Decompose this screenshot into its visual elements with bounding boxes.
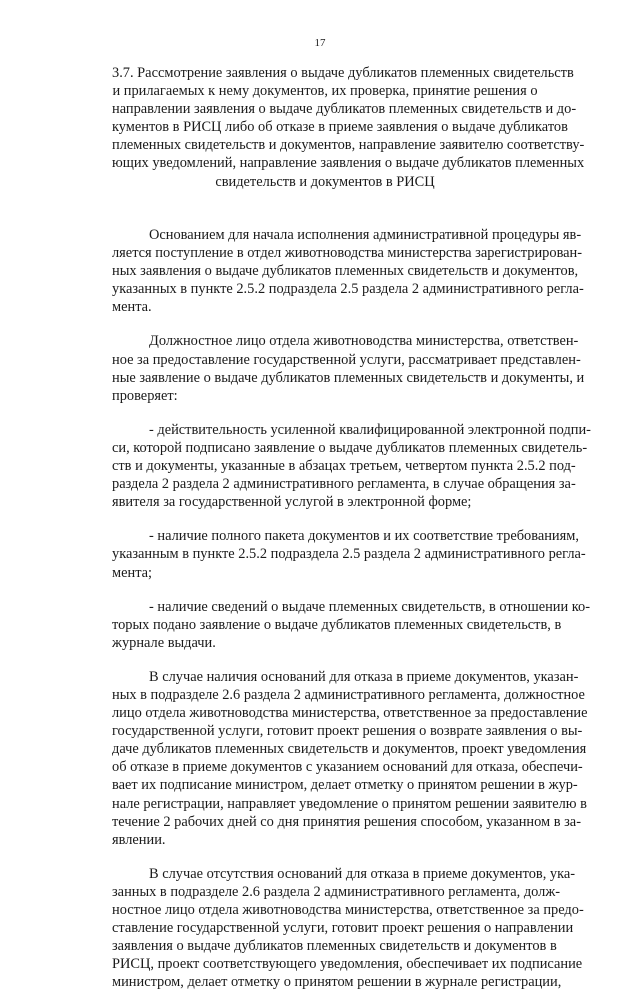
paragraph-line: ляется поступление в отдел животноводства министерства зарегистрирован- [112, 245, 583, 262]
paragraph [112, 332, 585, 404]
paragraph-line: заявления о выдаче дубликатов племенных свидетельств и документов в [112, 938, 557, 955]
paragraph [112, 865, 584, 991]
paragraph-line: Должностное лицо отдела животноводства министерства, ответствен- [149, 333, 579, 350]
paragraph-line: - наличие полного пакета документов и их соответствие требованиям, [149, 528, 579, 545]
heading-line: направлении заявления о выдаче дубликатов племенных свидетельств и до- [112, 101, 577, 118]
paragraph [112, 527, 586, 581]
paragraph [112, 668, 588, 849]
paragraph-line: - наличие сведений о выдаче племенных свидетельств, в отношении ко- [149, 598, 591, 615]
paragraph-line: явителя за государственной услугой в электронной форме; [112, 494, 472, 511]
heading-line: свидетельств и документов в РИСЦ [215, 173, 435, 190]
paragraph-line: В случае наличия оснований для отказа в приеме документов, указан- [149, 668, 579, 685]
paragraph-line: ных заявления о выдаче дубликатов племенных свидетельств и документов, [112, 263, 579, 280]
paragraph-line: ставление государственной услуги, готовит проект решения о направлении [112, 920, 574, 937]
paragraph-line: - действительность усиленной квалифицированной электронной подпи- [149, 421, 591, 438]
paragraph-line: государственной услуги, готовит проект решения о возврате заявления о вы- [112, 723, 583, 740]
page-number: 17 [314, 37, 326, 49]
paragraph-line: занных в подразделе 2.6 раздела 2 административного регламента, долж- [112, 883, 561, 900]
paragraph-line: журнале выдачи. [112, 634, 216, 651]
document-body [112, 226, 591, 991]
heading-line: кументов в РИСЦ либо об отказе в приеме заявления о выдаче дубликатов [112, 119, 568, 136]
paragraph-line: явлении. [112, 831, 166, 848]
paragraph-line: торых подано заявление о выдаче дубликатов племенных свидетельств, в [112, 616, 562, 633]
paragraph [112, 226, 584, 316]
paragraph-line: ств и документы, указанные в абзацах третьем, четвертом пункта 2.5.2 под- [112, 458, 576, 475]
paragraph-line: ных в подразделе 2.6 раздела 2 административного регламента, должностное [112, 686, 585, 703]
paragraph-line: мента; [112, 564, 153, 581]
paragraph-line: ные заявление о выдаче дубликатов племенных свидетельств и документы, и [112, 369, 585, 386]
paragraph-line: указанных в пункте 2.5.2 подраздела 2.5 раздела 2 административного регла- [112, 281, 584, 298]
paragraph-line: си, которой подписано заявление о выдаче дубликатов племенных свидетель- [112, 439, 588, 456]
paragraph-line: лицо отдела животноводства министерства, ответственное за предоставление [112, 705, 588, 722]
paragraph-line: В случае отсутствия оснований для отказа в приеме документов, ука- [149, 865, 576, 882]
section-heading [112, 64, 585, 191]
paragraph-line: ное за предоставление государственной услуги, рассматривает представлен- [112, 351, 581, 368]
paragraph [112, 421, 591, 511]
paragraph-line: течение 2 рабочих дней со дня принятия решения способом, указанном в за- [112, 813, 581, 830]
heading-line: 3.7. Рассмотрение заявления о выдаче дубликатов племенных свидетельств [112, 65, 574, 81]
paragraph-line: раздела 2 раздела 2 административного регламента, в случае обращения за- [112, 476, 576, 493]
heading-line: ющих уведомлений, направление заявления о выдаче дубликатов племенных [112, 155, 585, 172]
paragraph-line: министром, делает отметку о принятом решении в журнале регистрации, [112, 974, 562, 991]
paragraph-line: проверяет: [112, 387, 178, 404]
paragraph-line: даче дубликатов племенных свидетельств и документов, проект уведомления [112, 741, 587, 758]
paragraph-line: ностное лицо отдела животноводства министерства, ответственное за предо- [112, 902, 584, 918]
heading-line: и прилагаемых к нему документов, их проверка, принятие решения о [112, 83, 538, 100]
paragraph-line: указанным в пункте 2.5.2 подраздела 2.5 раздела 2 административного регла- [112, 546, 586, 563]
paragraph-line: вает их подписание министром, делает отметку о принятом решении в жур- [112, 777, 578, 794]
paragraph-line: РИСЦ, проект соответствующего уведомления, обеспечивает их подписание [112, 956, 583, 973]
paragraph-line: нале регистрации, направляет уведомление о принятом решении заявителю в [112, 795, 587, 812]
heading-line: племенных свидетельств и документов, направление заявителю соответству- [112, 137, 585, 154]
paragraph [112, 598, 591, 652]
paragraph-line: об отказе в приеме документов с указанием оснований для отказа, обеспечи- [112, 759, 583, 776]
paragraph-line: мента. [112, 299, 152, 316]
paragraph-line: Основанием для начала исполнения административной процедуры яв- [149, 227, 582, 243]
